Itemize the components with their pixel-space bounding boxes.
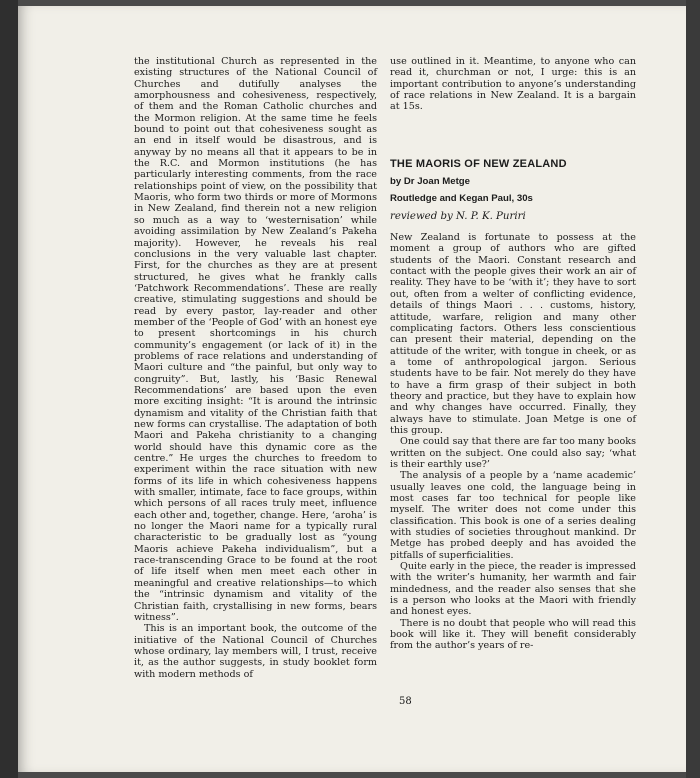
book-page [18, 6, 686, 772]
left-column [134, 56, 377, 680]
binding-spine [0, 0, 18, 778]
scan-border [686, 0, 700, 778]
review-paragraph-3: The analysis of a people by a ‘name academic’ usually leaves one cold, the language being in most cases far too technical for people like myself. The writer does not come under this classification. This book is one of a series dealing with studies of societies throughout mankind. Dr Metge has probed deeply and has avoided the pitfalls of superficialities. [390, 470, 636, 561]
left-paragraph-2: This is an important book, the outcome of the initiative of the National Council of Churches whose ordinary, lay members will, I trust, receive it, as the author suggests, in study booklet form with modern methods of [134, 623, 377, 680]
left-paragraph-1: the institutional Church as represented in the existing structures of the National Council of Churches and dutifully analyses the amorphousness and cohesiveness, respectively, of them and the Roman Catholic churches and the Mormon religion. At the same time he feels bound to point out that cohesiveness sought as an end in itself would be disastrous, and is anyway by no means all that it appears to be in the R.C. and Mormon institutions (he has particularly interesting comments, from the race relationships point of view, on the possibility that Maoris, who form two thirds or more of Mormons in New Zealand, find therein not a new religion so much as a way to ‘westernisation’ while avoiding assimilation by New Zealand’s Pakeha majority). However, he reveals his real conclusions in the very valuable last chapter. First, for the churches as they are at present structured, he gives what he frankly calls ‘Patchwork Recommendations’. These are really creative, stimulating suggestions and should be read by every pastor, lay-reader and other member of the ‘People of God’ with an honest eye to present shortcomings in his church community’s engagement (or lack of it) in the problems of race relations and understanding of Maori culture and “the painful, but only way to congruity”. But, lastly, his ‘Basic Renewal Recommendations’ are based upon the even more exciting insight: “It is around the intrinsic dynamism and vitality of the Christian faith that new forms can crystallise. The adaptation of both Maori and Pakeha christianity to a changing world should have this dynamic core as the centre.” He urges the churches to freedom to experiment within the race situation with new forms of its life in which cohesiveness happens with smaller, intimate, face to face groups, within which persons of all races truly meet, influence each other and, together, change. Here, ‘aroha’ is no longer the Maori name for a typically rural characteristic to be gradually lost as “young Maoris achieve Pakeha individualism”, but a race-transcending Grace to be found at the root of life itself when men meet each other in meaningful and creative relationships—to which the “intrinsic dynamism and vitality of the Christian faith, crystallising in new forms, bears witness”. [134, 56, 377, 623]
previous-review-conclusion: use outlined in it. Meantime, to anyone who can read it, churchman or not, I urge: this is an important contribution to anyone’s understanding of race relations in New Zealand. It is a bargain at 15s. [390, 56, 636, 113]
book-author: by Dr Joan Metge [390, 176, 470, 188]
book-publisher: Routledge and Kegan Paul, 30s [390, 193, 533, 205]
reviewer-credit: reviewed by N. P. K. Puriri [390, 210, 526, 222]
right-column [390, 56, 636, 652]
review-paragraph-5: There is no doubt that people who will read this book will like it. They will benefit considerably from the author’s years of re- [390, 617, 636, 652]
review-title: THE MAORIS OF NEW ZEALAND [390, 157, 567, 170]
page-number: 58 [399, 696, 412, 707]
review-paragraph-1: New Zealand is fortunate to possess at the moment a group of authors who are gifted students of the Maori. Constant research and contact with the people gives their work an air of reality. They have to be ‘with it’; they have to sort out, often from a welter of conflicting evidence, details of things Maori . . . customs, history, attitude, warfare, religion and many other complicating factors. Others less conscientious can present their material, depending on the attitude of the writer, with tongue in cheek, or as a tome of anthropological jargon. Serious students have to be fair. Not merely do they have to have a firm grasp of their subject in both theory and practice, but they have to explain how and why changes have occurred. Finally, they always have to stimulate. Joan Metge is one of this group. [390, 232, 636, 436]
review-paragraph-2: One could say that there are far too many books written on the subject. One could also say; ‘what is their earthly use?’ [390, 436, 636, 470]
review-paragraph-4: Quite early in the piece, the reader is impressed with the writer’s humanity, her warmth and fair mindedness, and the reader also senses that she is a person who looks at the Maori with friendly and honest eyes. [390, 561, 636, 618]
